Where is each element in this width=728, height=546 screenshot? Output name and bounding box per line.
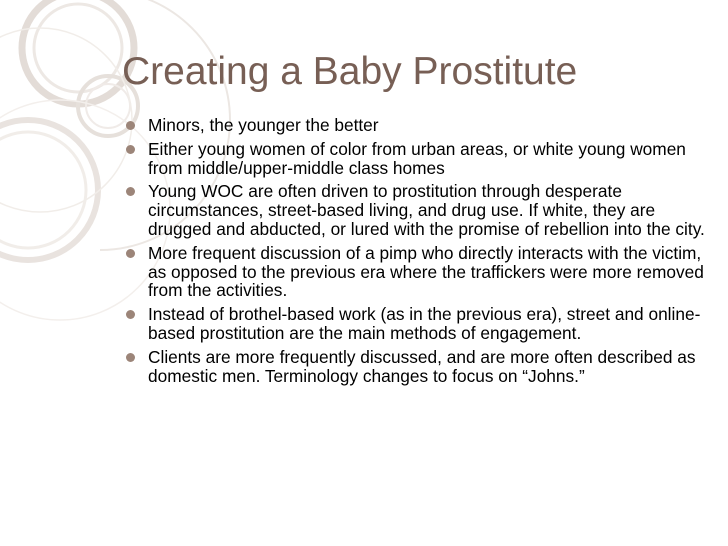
bullet-text: Young WOC are often driven to prostitution through desperate circumstances, street-based living, and drug use. If white, they are drugged and abducted, or lured with the promise of rebellion into the city. xyxy=(148,181,705,239)
bullet-item xyxy=(126,305,716,343)
bullet-text: Instead of brothel-based work (as in the previous era), street and online-based prostitution are the main methods of engagement. xyxy=(148,304,701,343)
bullet-dot-icon xyxy=(126,249,135,258)
bullet-list xyxy=(126,116,716,385)
ring-top-inner xyxy=(34,4,122,92)
bullet-item xyxy=(126,244,716,300)
bullet-text: Either young women of color from urban areas, or white young women from middle/upper-middle class homes xyxy=(148,138,686,178)
bullet-dot-icon xyxy=(126,121,135,130)
ring-left-inner xyxy=(0,132,86,248)
ring-top-outer xyxy=(22,0,134,104)
bullet-text: Minors, the younger the better xyxy=(148,115,379,135)
bullet-text: Clients are more frequently discussed, and are more often described as domestic men. Terminology changes to focus on “Johns.” xyxy=(148,346,696,386)
slide-title: Creating a Baby Prostitute xyxy=(122,50,578,93)
ring-left-outer xyxy=(0,120,98,260)
bullet-item xyxy=(126,182,716,238)
bullet-dot-icon xyxy=(126,145,135,154)
bullet-dot-icon xyxy=(126,310,135,319)
bullet-item xyxy=(126,116,716,135)
bullet-item xyxy=(126,140,716,178)
bullet-item xyxy=(126,348,716,386)
bullet-dot-icon xyxy=(126,187,135,196)
bullet-text: More frequent discussion of a pimp who directly interacts with the victim, as opposed to the previous era where the traffickers were more removed from the activities. xyxy=(148,242,704,301)
bullet-dot-icon xyxy=(126,353,135,362)
